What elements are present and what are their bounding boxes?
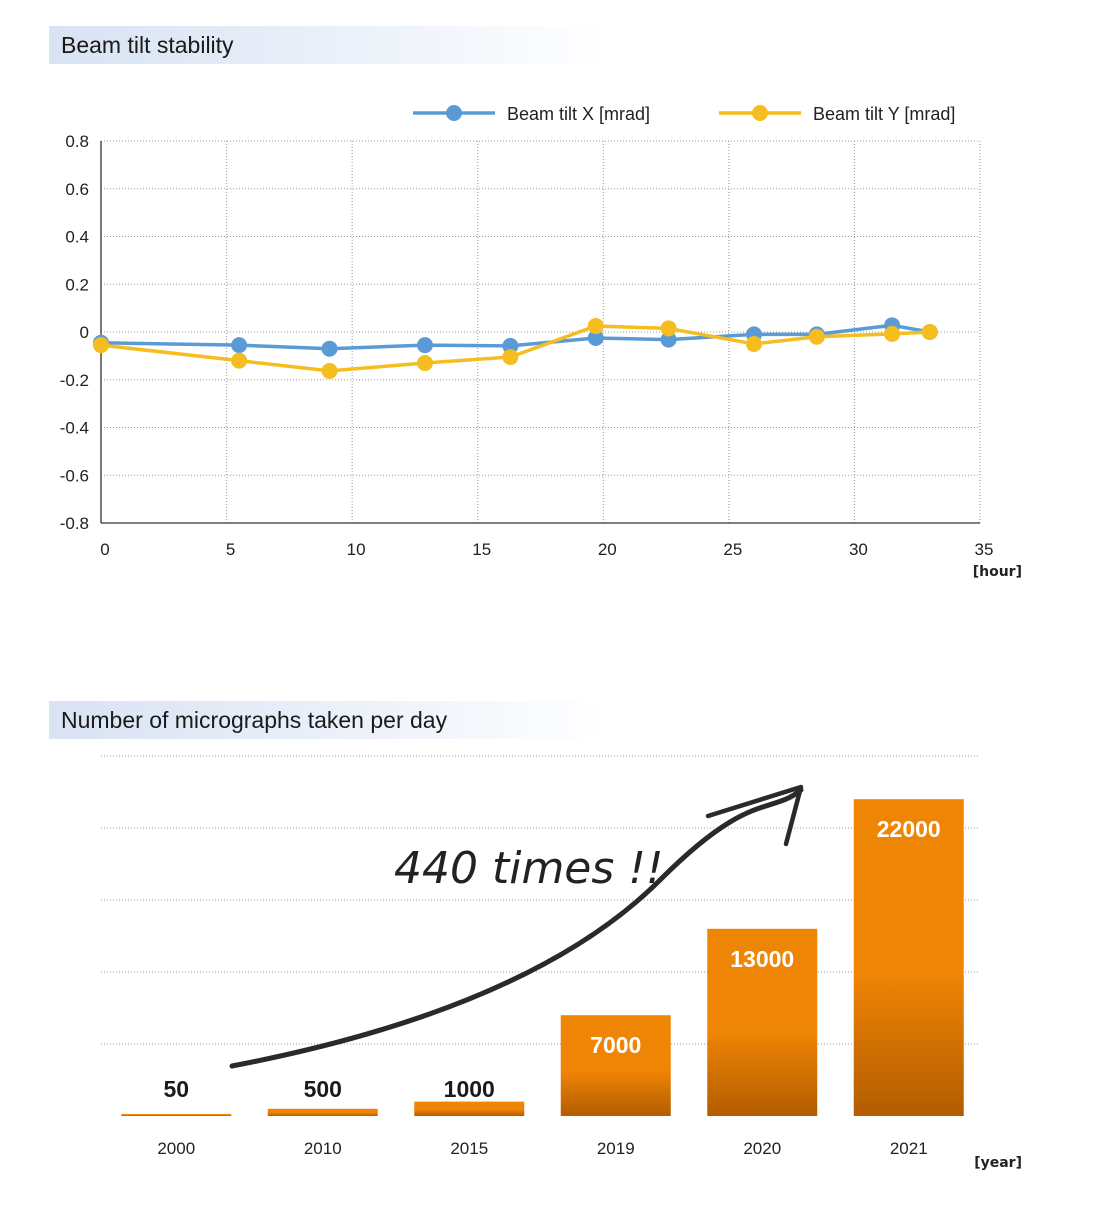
y-tick-label: -0.2	[59, 370, 89, 390]
bar-value-label: 500	[303, 1076, 342, 1102]
x-category-label: 2019	[596, 1139, 635, 1158]
legend-marker-2	[752, 105, 768, 121]
y-tick-label: -0.8	[59, 514, 89, 533]
data-point-s1	[322, 341, 338, 357]
data-point-s2	[922, 324, 938, 340]
y-tick-label: -0.4	[59, 418, 89, 438]
y-tick-label: 0.6	[65, 179, 89, 199]
data-point-s1	[417, 337, 433, 353]
x-tick-label: 15	[472, 540, 492, 559]
bar-value-label: 7000	[590, 1032, 642, 1059]
x-category-label: 2000	[157, 1139, 196, 1158]
chart2-title: Number of micrographs taken per day	[49, 701, 609, 739]
bar-2019	[561, 1015, 671, 1116]
legend-marker-1	[446, 105, 462, 121]
data-point-s2	[231, 353, 247, 369]
x-category-label: 2021	[889, 1139, 928, 1158]
x-category-label: 2010	[303, 1139, 342, 1158]
bar-value-label: 22000	[876, 816, 941, 843]
x-tick-label: 5	[225, 540, 236, 559]
x-tick-label: 35	[974, 540, 994, 559]
data-point-s2	[93, 337, 109, 353]
x-category-label: 2015	[450, 1139, 489, 1158]
bar-value-label: 13000	[730, 945, 795, 972]
bar-2010	[268, 1109, 378, 1116]
data-point-s2	[661, 320, 677, 336]
bar-2000	[121, 1114, 231, 1116]
x-tick-label: 25	[723, 540, 743, 559]
x-tick-label: 10	[346, 540, 366, 559]
data-point-s2	[322, 363, 338, 379]
x-tick-label: 30	[848, 540, 868, 559]
y-tick-label: 0.4	[65, 227, 89, 247]
bar-chart	[101, 756, 1022, 1171]
y-tick-label: 0.8	[65, 132, 89, 151]
growth-annotation: 440 times !!	[394, 843, 664, 894]
x-axis-unit-year: [year]	[974, 1155, 1022, 1171]
y-tick-label: 0	[79, 323, 89, 342]
x-tick-label: 20	[597, 540, 617, 559]
data-point-s1	[231, 337, 247, 353]
x-tick-label: 0	[100, 540, 110, 559]
bar-2021	[854, 799, 964, 1116]
data-point-s2	[588, 318, 604, 334]
bar-value-label: 50	[163, 1076, 190, 1102]
chart1-title: Beam tilt stability	[49, 26, 609, 64]
bar-2015	[414, 1102, 524, 1116]
data-point-s2	[502, 349, 518, 365]
data-point-s2	[417, 355, 433, 371]
data-point-s2	[746, 336, 762, 352]
data-point-s2	[809, 329, 825, 345]
x-category-label: 2020	[743, 1139, 782, 1158]
bar-value-label: 1000	[443, 1076, 495, 1102]
y-tick-label: 0.2	[65, 275, 89, 295]
growth-arrow-head	[708, 787, 801, 844]
x-axis-unit: [hour]	[972, 564, 1022, 580]
legend-label-2: Beam tilt Y [mrad]	[813, 104, 956, 124]
legend-label-1: Beam tilt X [mrad]	[507, 104, 651, 124]
y-tick-label: -0.6	[59, 466, 89, 486]
line-chart	[60, 104, 1022, 580]
data-point-s2	[884, 326, 900, 342]
